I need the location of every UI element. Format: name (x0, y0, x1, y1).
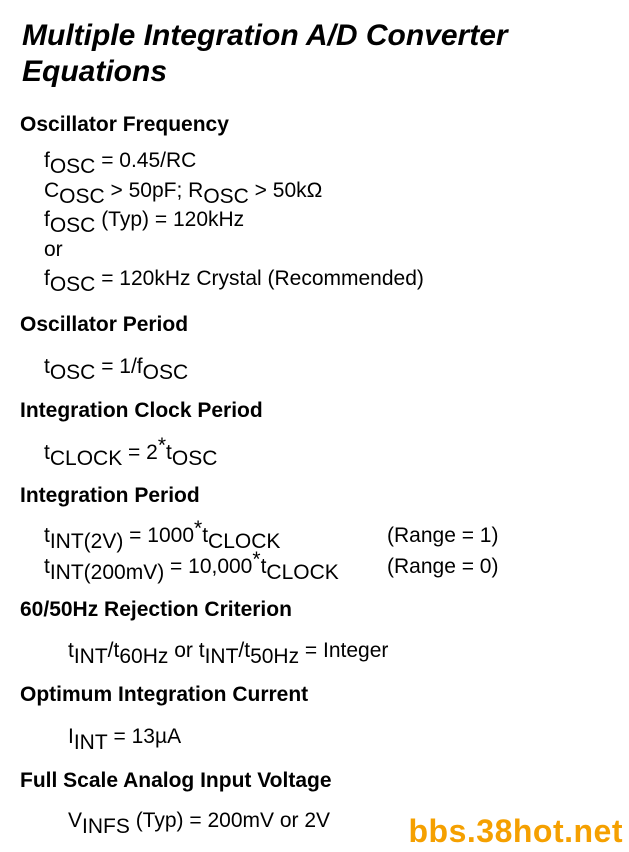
heading-integration-period: Integration Period (20, 484, 200, 507)
equation-rejection: $t_{INT}/t_{60Hz}$ or $t_{INT}/t_{50Hz}$ = Integer (68, 639, 389, 668)
equation-tosc: $t_{OSC} = 1/f_{OSC}$ (44, 355, 189, 384)
range-0-label: (Range = 0) (387, 555, 499, 578)
heading-oscillator-period: Oscillator Period (20, 313, 189, 336)
watermark: bbs.38hot.net (408, 813, 623, 849)
range-1-label: (Range = 1) (387, 524, 499, 547)
equation-tint-200mv: $t_{INT(200mV)} = 10,000^*t_{CLOCK}$ (44, 548, 339, 584)
equation-fosc: $f_{OSC} = 0.45/RC$ (44, 149, 197, 178)
heading-oscillator-frequency: Oscillator Frequency (20, 113, 229, 136)
heading-integration-clock-period: Integration Clock Period (20, 399, 263, 422)
page-title (22, 18, 508, 90)
equation-vinfs: $V_{INFS}$ (Typ) = 200mV or 2V (68, 809, 331, 838)
equation-fosc-typ: $f_{OSC}$ (Typ) = 120kHz (44, 208, 245, 237)
heading-integration-current: Optimum Integration Current (20, 683, 309, 706)
equation-fosc-crystal: $f_{OSC} = 120kHz$ Crystal (Recommended) (44, 267, 424, 296)
heading-full-scale-voltage: Full Scale Analog Input Voltage (20, 769, 332, 792)
heading-rejection-criterion: 60/50Hz Rejection Criterion (20, 598, 292, 621)
equation-iint: $I_{INT} = 13\mu A$ (68, 725, 182, 754)
or-text: or (44, 238, 63, 261)
equation-tclock: $t_{CLOCK} = 2^*t_{OSC}$ (44, 434, 218, 470)
equation-tint-2v: $t_{INT(2V)} = 1000^*t_{CLOCK}$ (44, 517, 281, 553)
title-line-2: Equations (22, 55, 168, 88)
title-line-1: Multiple Integration A/D Converter (22, 19, 508, 52)
equation-cosc-rosc: $C_{OSC} > 50pF$; $R_{OSC} > 50k\Omega$ (44, 179, 323, 208)
